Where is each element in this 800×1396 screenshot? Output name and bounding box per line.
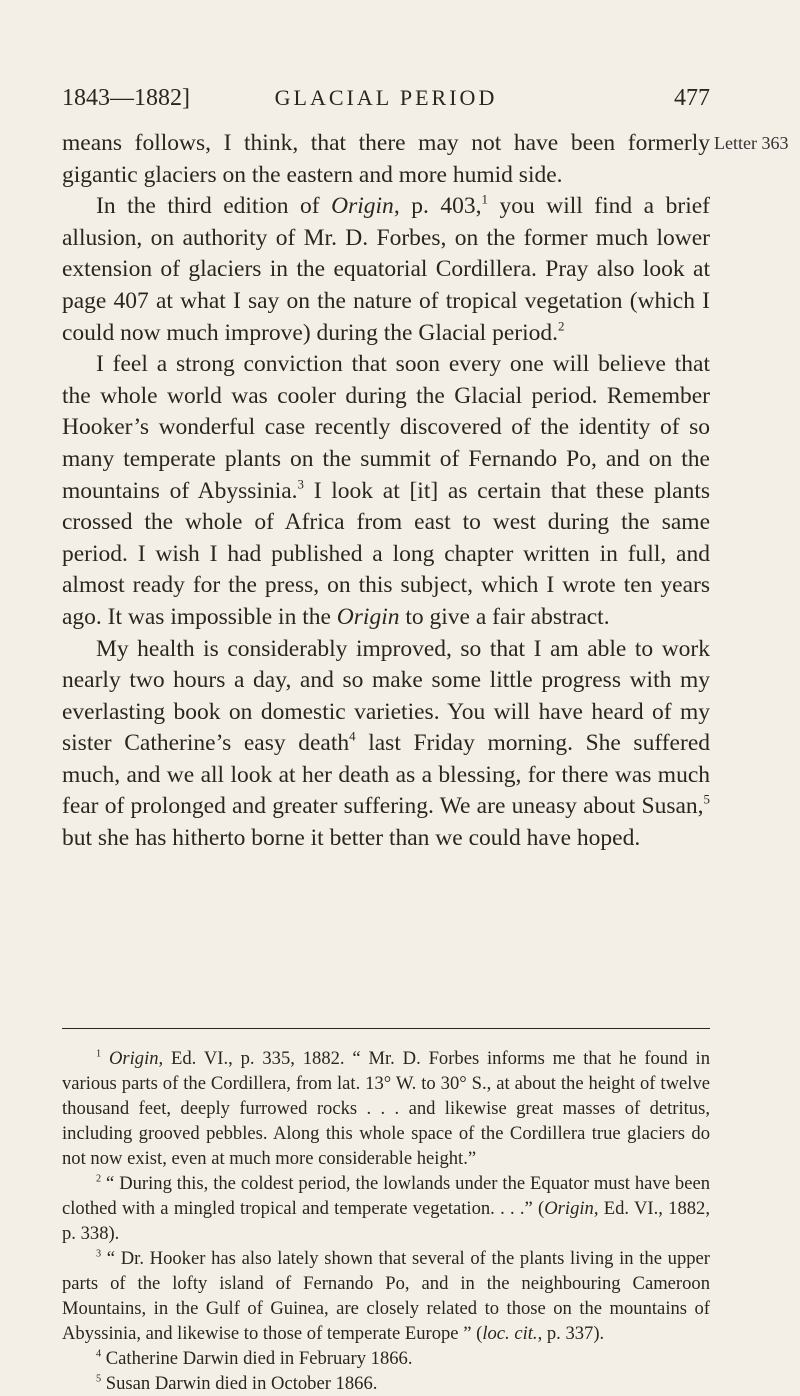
footnote-1-text: , Ed. VI., p. 335, 1882. “ Mr. D. Forbes informs me that he found in various parts of the Cordillera, from lat. 13° W. to 30° S., at about the height of twelve thousand feet, deeply furrowed rocks . . . and likewise great masses of detritus, including grooved pebbles. Along this whole space of the Cordillera true glaciers do not now exist, even at much more considerable height.”: [62, 1048, 711, 1169]
footnote-5-text: Susan Darwin died in October 1866.: [105, 1373, 378, 1394]
footnote-ref-3: 3: [297, 475, 304, 491]
footnote-4-text: Catherine Darwin died in February 1866.: [105, 1348, 413, 1369]
paragraph-2-text-c: you will find a brief allusion, on authority of Mr. D. Forbes, on the former much lower extension of glaciers in the equatorial Cordillera. Pray also look at page 407 at what I say on the nature of tropical vegetation (which I could now much improve) during the Glacial period.: [62, 193, 710, 346]
page-number: 477: [674, 85, 710, 111]
footnote-2-italic: Origin: [544, 1198, 594, 1219]
paragraph-3-text-a: I feel a strong conviction that soon every one will believe that the whole world was cooler during the Glacial period. Remember Hooker’s wonderful case recently discovered of the identity of so many temperate plants on the summit of Fernando Po, and on the mountains of Abyssinia.: [62, 351, 710, 504]
footnote-3: [62, 1246, 710, 1346]
footnote-5: [62, 1371, 710, 1396]
paragraph-2-text-b: , p. 403,: [393, 193, 482, 220]
paragraph-2-text-a: In the third edition of: [96, 193, 332, 220]
footnote-2-mark: 2: [96, 1173, 102, 1185]
footnote-4: [62, 1346, 710, 1371]
footnote-1: [62, 1046, 710, 1171]
header-running-title: GLACIAL PERIOD: [274, 85, 498, 110]
footnotes: [62, 1046, 710, 1396]
footnote-ref-4: 4: [349, 728, 356, 744]
paragraph-1-text: means follows, I think, that there may not have been formerly gigantic glaciers on the eastern and more humid side.: [62, 130, 710, 188]
footnote-3-mark: 3: [96, 1248, 102, 1260]
paragraph-3-text-c: to give a fair abstract.: [399, 603, 610, 630]
paragraph-1: [62, 128, 710, 191]
footnote-3-text-a: “ Dr. Hooker has also lately shown that several of the plants living in the upper parts of the lofty island of Fernando Po, and in the neighbouring Cameroon Mountains, in the Gulf of Guinea, are closely related to those on the mountains of Abyssinia, and likewise to those of temperate Europe ” (: [62, 1248, 710, 1344]
footnote-ref-1: 1: [481, 191, 488, 207]
footnote-5-mark: 5: [96, 1373, 102, 1385]
footnote-divider: [62, 1028, 710, 1029]
footnote-ref-5: 5: [703, 791, 710, 807]
paragraph-3-text-b: I look at [it] as certain that these plants crossed the whole of Africa from east to west during the same period. I wish I had published a long chapter written in full, and almost ready for the press, on this subject, which I wrote ten years ago. It was impossible in the: [62, 477, 710, 630]
footnote-4-mark: 4: [96, 1348, 102, 1360]
footnote-3-text-b: , p. 337).: [537, 1323, 605, 1344]
paragraph-2: [62, 191, 710, 349]
letter-body: [62, 128, 710, 855]
footnote-2-text-b: , Ed. VI., 1882, p. 338).: [62, 1198, 710, 1244]
footnote-2: [62, 1171, 710, 1246]
footnote-2-text-a: “ During this, the coldest period, the lowlands under the Equator must have been clothed with a mingled tropical and temperate vegetation. . . .” (: [62, 1173, 710, 1219]
footnote-1-italic: Origin: [108, 1048, 159, 1069]
paragraph-4-text-a: My health is considerably improved, so that I am able to work nearly two hours a day, and so make some little progress with my everlasting book on domestic varieties. You will have heard of my sister Catherine’s easy death: [62, 635, 710, 757]
paragraph-2-italic-origin: Origin: [331, 193, 394, 220]
paragraph-4: [62, 634, 710, 855]
header-date-range: 1843—1882]: [62, 85, 190, 111]
footnote-3-italic: loc. cit.: [482, 1323, 538, 1344]
margin-note-letter-number: Letter 363: [714, 133, 789, 153]
paragraph-3: [62, 349, 710, 633]
running-header: [62, 78, 710, 118]
footnote-1-mark: 1: [96, 1048, 102, 1060]
paragraph-4-text-b: last Friday morning. She suffered much, and we all look at her death as a blessing, for there was much fear of prolonged and greater suffering. We are uneasy about Susan,: [62, 730, 710, 820]
paragraph-4-text-c: but she has hitherto borne it better than we could have hoped.: [62, 825, 641, 852]
paragraph-3-italic-origin: Origin: [336, 603, 400, 630]
footnote-ref-2: 2: [557, 317, 565, 333]
